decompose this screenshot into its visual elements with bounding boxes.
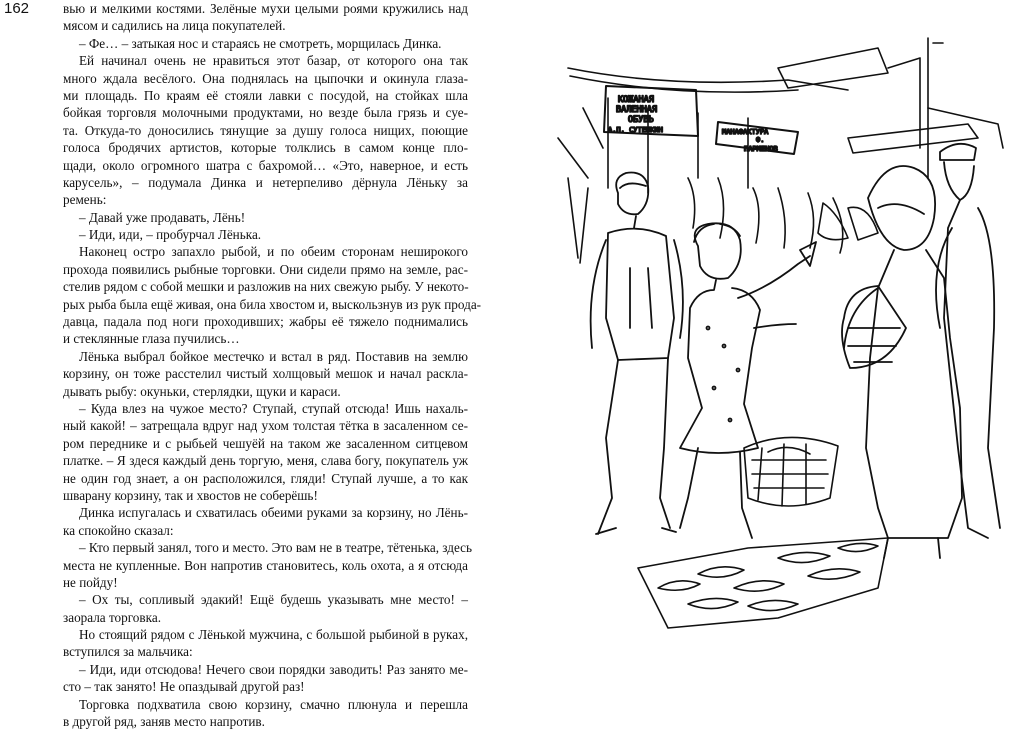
- text-line: не пойду!: [63, 574, 118, 590]
- sign-right-line-3: ПАРМЕНОВ: [744, 145, 778, 153]
- page-number: 162: [4, 0, 30, 17]
- text-line: места не купленные. Вон напротив становитесь, коль охота, а я отсюда: [63, 557, 468, 573]
- text-line: рых рыба была ещё живая, она била хвостом и, выскользнув из рук прода-: [63, 296, 482, 312]
- sign-right-line-2: Ф.: [756, 136, 765, 144]
- sign-left-line-2: ВАЛЕННАЯ: [616, 105, 657, 115]
- text-line: стелив рядом с собой мешки и разложив на них свежую рыбу. У некото-: [63, 279, 469, 295]
- sign-left-line-3: ОБУВЬ: [628, 115, 654, 125]
- text-line: заорала торговка.: [63, 609, 161, 625]
- market-illustration: [548, 28, 1024, 640]
- text-line: – Давай уже продавать, Лёнь!: [79, 209, 246, 225]
- man-figure: [936, 144, 1000, 538]
- sign-left-line-1: КОЖАНАЯ: [618, 95, 654, 105]
- text-line: карусель», – подумала Динка и нетерпеливо дёрнула Лёньку за: [63, 174, 468, 190]
- text-line: голоса бродячих артистов, которые толклись в самом конце пло-: [63, 140, 468, 156]
- text-line: – Фе… – затыкая нос и стараясь не смотреть, морщилась Динка.: [79, 35, 442, 51]
- text-line: дывать рыбу: окуньки, стерлядки, щуки и караси.: [63, 383, 341, 399]
- text-line: – Ох ты, сопливый эдакий! Ещё будешь указывать мне место! –: [79, 592, 468, 608]
- text-line: щади, около огромного шатра с бахромой… «Это, наверное, и есть: [63, 157, 468, 173]
- text-line: та. Откуда-то доносились тянущие за душу голоса нищих, поющие: [63, 122, 468, 138]
- text-line: платке. – Я здеся каждый день торгую, меня, слава богу, покупатель уж: [63, 453, 468, 469]
- text-line: ка спокойно сказал:: [63, 522, 174, 538]
- body-text: [63, 0, 482, 730]
- text-line: Динка испугалась и схватилась обеими руками за корзину, но Лёнь-: [79, 505, 468, 521]
- sign-left-line-4: А.П. СУТЕНКИН: [608, 126, 663, 134]
- text-line: и стеклянные глаза пучились…: [63, 331, 240, 347]
- text-line: не один год знает, а он расположился, гляди! Ступай лучше, а то как: [63, 470, 468, 486]
- woman-figure: [842, 166, 962, 558]
- text-line: – Куда влез на чужое место? Ступай, ступай отсюда! Ишь нахаль-: [79, 400, 468, 416]
- text-line: сто – так занято! Не опаздывай другой раз!: [63, 679, 305, 695]
- text-line: мясом и садились на лица покупателей.: [63, 18, 286, 34]
- text-line: вью и мелкими костями. Зелёные мухи целыми роями кружились над: [63, 1, 468, 16]
- text-line: ремень:: [63, 192, 107, 208]
- text-line: Лёнька выбрал бойкое местечко и встал в ряд. Поставив на землю: [79, 348, 468, 364]
- text-line: прохода появились рыбные торговки. Они сидели прямо на земле, рас-: [63, 261, 468, 277]
- text-line: шварану корзину, так и хвостов не соберёшь!: [63, 487, 318, 503]
- text-line: Ей начинал очень не нравиться этот базар, от которого она так: [79, 53, 468, 69]
- text-line: корзину, он тоже расстелил чистый холщовый мешок и начал раскла-: [63, 366, 468, 382]
- text-line: Наконец остро запахло рыбой, и по обеим сторонам неширокого: [79, 244, 468, 260]
- text-line: Но стоящий рядом с Лёнькой мужчина, с большой рыбиной в руках,: [79, 627, 468, 643]
- text-line: – Иди, иди отсюдова! Нечего свои порядки заводить! Раз занято ме-: [79, 661, 468, 677]
- text-line: ный какой! – затрещала вдруг над ухом толстая тётка в засаленном се-: [63, 418, 468, 434]
- text-line: Торговка подхватила свою корзину, смачно плюнула и перешла: [79, 696, 468, 712]
- text-line: много ждала весёлого. Она поднялась на цыпочки и окинула глаза-: [63, 70, 468, 86]
- fish-mat: [638, 538, 888, 628]
- text-line: давца, падала под ноги проходивших; жабры её тяжело поднимались: [63, 314, 468, 330]
- text-line: ми площадь. По краям её стояли лавки с посудой, на стойках шла: [63, 87, 468, 103]
- sign-right-line-1: МАНАФАКТУРА: [722, 128, 769, 136]
- text-line: в другой ряд, заняв место напротив.: [63, 714, 265, 730]
- text-line: бойкая торговля молочными продуктами, но везде была грязь и суе-: [63, 105, 468, 121]
- text-line: ром переднике и с рыбьей чешуёй на таком же засаленном ситцевом: [63, 435, 468, 451]
- boy-figure: [591, 173, 683, 534]
- text-line: вступился за мальчика:: [63, 644, 193, 660]
- text-line: – Иди, иди, – пробурчал Лёнька.: [79, 227, 262, 243]
- text-line: – Кто первый занял, того и место. Это вам не в театре, тётенька, здесь: [79, 540, 473, 556]
